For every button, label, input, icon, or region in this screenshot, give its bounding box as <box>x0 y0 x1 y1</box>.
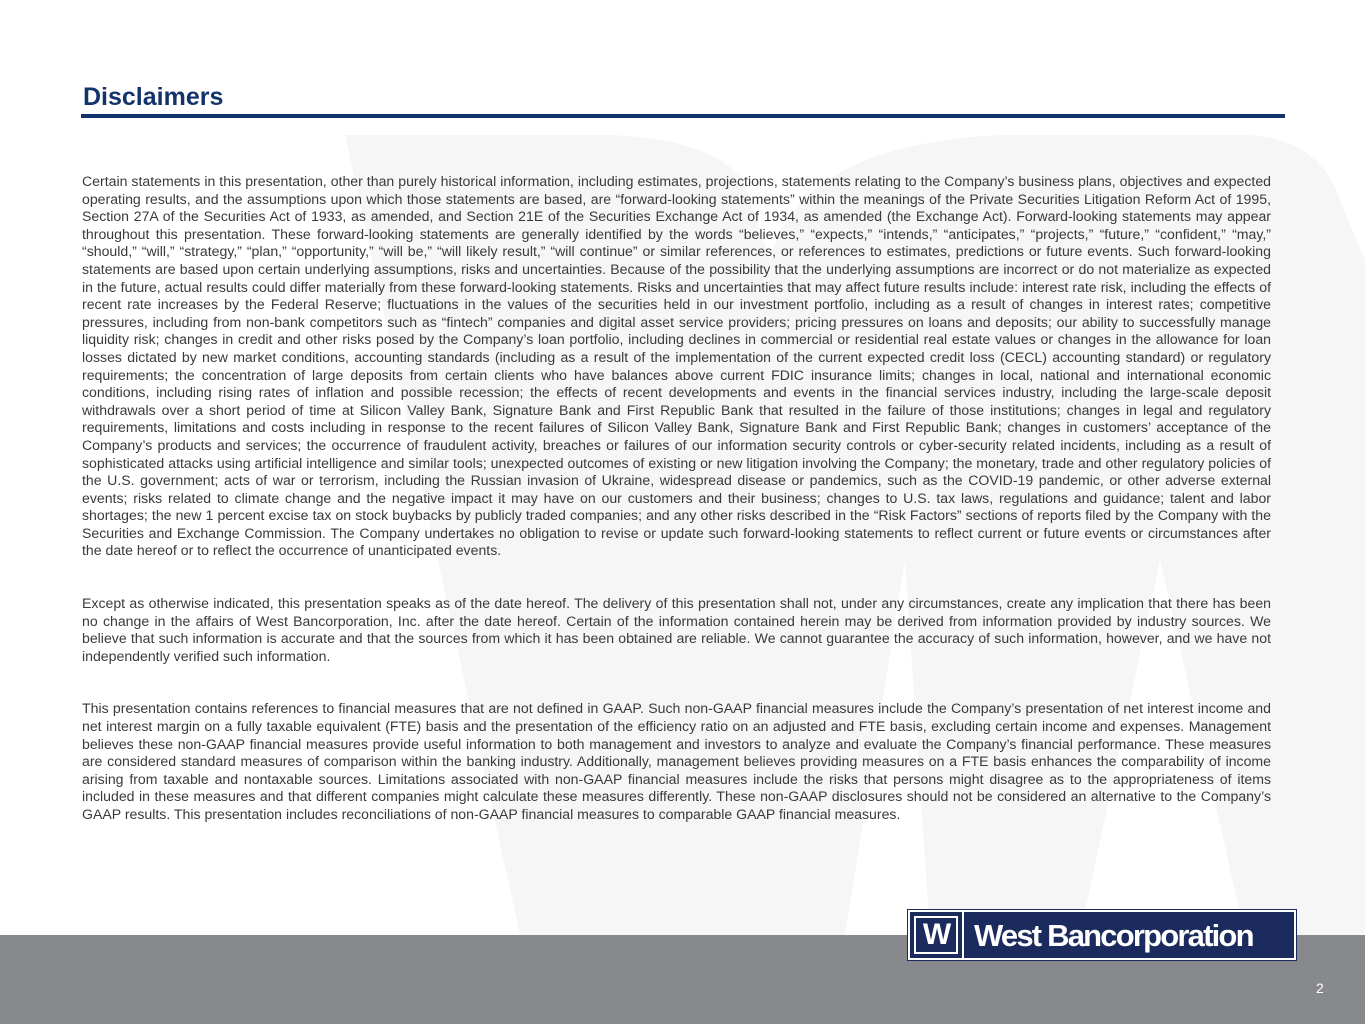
forward-looking-statements-paragraph: Certain statements in this presentation, other than purely historical information, including estimates, projections, statements relating to the Company’s business plans, objectives and expected operating results, and the assumptions upon which those statements are based, are “forward-looking statements” within the meanings of the Private Securities Litigation Reform Act of 1995, Section 27A of the Securities Act of 1933, as amended, and Section 21E of the Securities Exchange Act of 1934, as amended (the Exchange Act). Forward-looking statements may appear throughout this presentation. These forward-looking statements are generally identified by the words “believes,” “expects,” “intends,” “anticipates,” “projects,” “future,” “confident,” “may,” “should,” “will,” “strategy,” “plan,” “opportunity,” “will be,” “will likely result,” “will continue” or similar references, or references to estimates, predictions or future events. Such forward-looking statements are based upon certain underlying assumptions, risks and uncertainties. Because of the possibility that the underlying assumptions are incorrect or do not materialize as expected in the future, actual results could differ materially from these forward-looking statements. Risks and uncertainties that may affect future results include: interest rate risk, including the effects of recent rate increases by the Federal Reserve; fluctuations in the values of the securities held in our investment portfolio, including as a result of changes in interest rates; competitive pressures, including from non-bank competitors such as “fintech” companies and digital asset service providers; pricing pressures on loans and deposits; our ability to successfully manage liquidity risk; changes in credit and other risks posed by the Company’s loan portfolio, including declines in commercial or residential real estate values or changes in the allowance for loan losses dictated by new market conditions, accounting standards (including as a result of the implementation of the current expected credit loss (CECL) accounting standard) or regulatory requirements; the concentration of large deposits from certain clients who have balances above current FDIC insurance limits; changes in local, national and international economic conditions, including rising rates of inflation and possible recession; the effects of recent developments and events in the financial services industry, including the large-scale deposit withdrawals over a short period of time at Silicon Valley Bank, Signature Bank and First Republic Bank that resulted in the failure of those institutions; changes in legal and regulatory requirements, limitations and costs including in response to the recent failures of Silicon Valley Bank, Signature Bank and First Republic Bank; changes in customers’ acceptance of the Company’s products and services; the occurrence of fraudulent activity, breaches or failures of our information security controls or cyber-security related incidents, including as a result of sophisticated attacks using artificial intelligence and similar tools; unexpected outcomes of existing or new litigation involving the Company; the monetary, trade and other regulatory policies of the U.S. government; acts of war or terrorism, including the Russian invasion of Ukraine, widespread disease or pandemics, such as the COVID-19 pandemic, or other adverse external events; risks related to climate change and the negative impact it may have on our customers and their business; changes to U.S. tax laws, regulations and guidance; talent and labor shortages; the new 1 percent excise tax on stock buybacks by publicly traded companies; and any other risks described in the “Risk Factors” sections of reports filed by the Company with the Securities and Exchange Commission. The Company undertakes no obligation to revise or update such forward-looking statements to reflect current or future events or circumstances after the date hereof or to reflect the occurrence of unanticipated events. <box>82 173 1271 559</box>
date-and-sources-paragraph: Except as otherwise indicated, this presentation speaks as of the date hereof. The delivery of this presentation shall not, under any circumstances, create any implication that there has been no change in the affairs of West Bancorporation, Inc. after the date hereof. Certain of the information contained herein may be derived from information provided by industry sources. We believe that such information is accurate and that the sources from which it has been obtained are reliable. We cannot guarantee the accuracy of such information, however, and we have not independently verified such information. <box>82 595 1271 664</box>
logo-wordmark: West Bancorporation <box>974 917 1253 953</box>
non-gaap-measures-paragraph: This presentation contains references to financial measures that are not defined in GAAP. Such non-GAAP financial measures include the Company’s presentation of net interest income and net interest margin on a fully taxable equivalent (FTE) basis and the presentation of the efficiency ratio on an adjusted and FTE basis, excluding certain income and expenses. Management believes these non-GAAP financial measures provide useful information to both management and investors to analyze and evaluate the Company’s financial performance. These measures are considered standard measures of comparison within the banking industry. Additionally, management believes providing measures on a FTE basis enhances the comparability of income arising from taxable and nontaxable sources. Limitations associated with non-GAAP financial measures include the risks that persons might disagree as to the appropriateness of items included in these measures and that different companies might calculate these measures differently. These non-GAAP disclosures should not be considered an alternative to the Company’s GAAP results. This presentation includes reconciliations of non-GAAP financial measures to comparable GAAP financial measures. <box>82 700 1271 822</box>
logo-w-mark: W <box>914 916 958 954</box>
title-divider <box>81 114 1285 118</box>
slide-header <box>82 80 1284 118</box>
west-bancorporation-logo <box>908 910 1296 960</box>
page-number: 2 <box>1316 980 1324 996</box>
logo-divider <box>962 912 964 958</box>
disclaimer-body <box>82 173 1271 824</box>
page-title: Disclaimers <box>83 83 224 111</box>
